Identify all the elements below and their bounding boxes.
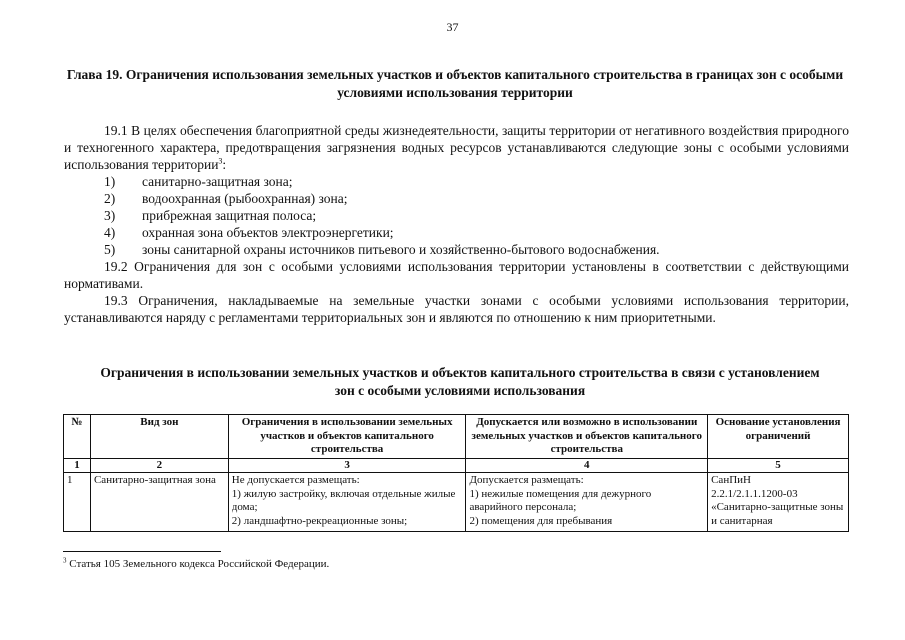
restrictions-cell: Не допускается размещать: 1) жилую застройку, включая отдельные жилые дома; 2) ландшафтно-рекреационные зоны; [228, 473, 466, 532]
paragraph-19-3: 19.3 Ограничения, накладываемые на земельные участки зонами с особыми условиями использования территории, устанавливаются наряду с регламентами территориальных зон и являются по отношению к ним приоритетными. [64, 293, 849, 325]
list-item: 1) санитарно-защитная зона; [104, 174, 293, 189]
allowed-cell: Допускается размещать: 1) нежилые помещения для дежурного аварийного персонала; 2) помещения для пребывания [466, 473, 708, 532]
header-basis: Основание установления ограничений [708, 415, 849, 459]
restrictions-table [63, 414, 849, 532]
header-zone-type: Вид зон [90, 415, 228, 459]
column-number: 2 [90, 458, 228, 473]
header-allowed: Допускается или возможно в использовании земельных участков и объектов капитального строительства [466, 415, 708, 459]
paragraph-19-2: 19.2 Ограничения для зон с особыми условиями использования территории установлены в соответствии с действующими нормативами. [64, 259, 849, 291]
zone-list [64, 173, 849, 258]
chapter-title: Глава 19. Ограничения использования земельных участков и объектов капитального строительства в границах зон с особыми условиями использования территории [66, 67, 844, 100]
footnote-mark: 3 [63, 556, 67, 565]
basis-cell: СанПиН 2.2.1/2.1.1.1200-03 «Санитарно-защитные зоны и санитарная [708, 473, 849, 532]
list-item: 3) прибрежная защитная полоса; [104, 208, 317, 223]
list-item: 2) водоохранная (рыбоохранная) зона; [104, 191, 348, 206]
footnote-text: Статья 105 Земельного кодекса Российской Федерации. [66, 558, 330, 570]
footnote-divider [63, 551, 221, 552]
zone-type-cell: Санитарно-защитная зона [90, 473, 228, 532]
header-number: № [64, 415, 91, 459]
column-number: 3 [228, 458, 466, 473]
footnote [63, 558, 329, 570]
page-number: 37 [446, 20, 459, 34]
header-restrictions: Ограничения в использовании земельных участков и объектов капитального строительства [228, 415, 466, 459]
column-number: 5 [708, 458, 849, 473]
column-number: 1 [64, 458, 91, 473]
row-number: 1 [64, 473, 91, 532]
table-header-row [64, 415, 849, 459]
column-number-row [64, 458, 849, 473]
table-title: Ограничения в использовании земельных участков и объектов капитального строительства в связи с установлением зон с особыми условиями использования [100, 365, 820, 398]
list-item: 4) охранная зона объектов электроэнергетики; [104, 225, 394, 240]
paragraph-19-1: 19.1 В целях обеспечения благоприятной среды жизнедеятельности, защиты территории от негативного воздействия природного и техногенного характера, предотвращения загрязнения водных ресурсов устанавливаются следующие зоны с особыми условиями использования территории$^3$: [64, 123, 849, 172]
footnote-ref: 3 [218, 156, 223, 166]
body-text [64, 122, 849, 326]
list-item: 5) зоны санитарной охраны источников питьевого и хозяйственно-бытового водоснабжения. [104, 242, 660, 257]
column-number: 4 [466, 458, 708, 473]
table-row [64, 473, 849, 532]
